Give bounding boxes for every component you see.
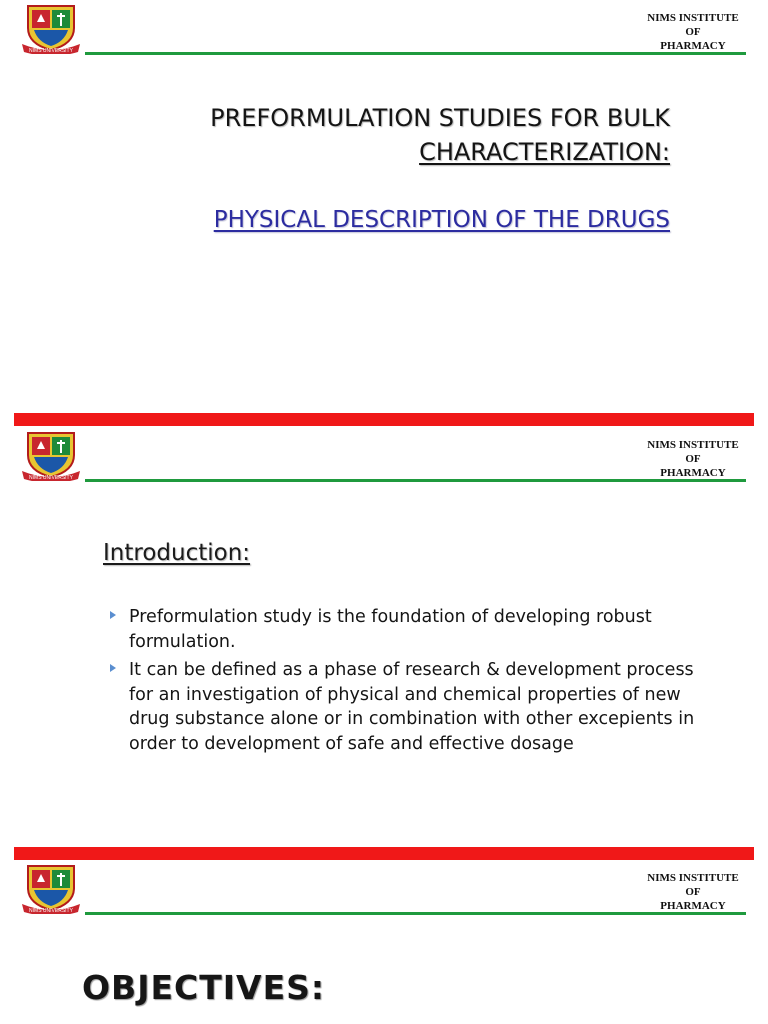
slide-separator <box>14 847 754 860</box>
institution-line-3: PHARMACY <box>660 900 726 912</box>
slide-objectives <box>0 860 768 1024</box>
university-crest-icon <box>20 429 82 481</box>
institution-name <box>638 871 748 913</box>
slide-separator <box>14 413 754 426</box>
logo-banner-text: NIMS UNIVERSITY <box>29 48 73 54</box>
institution-line-3: PHARMACY <box>660 40 726 52</box>
introduction-bullet-list <box>110 605 710 760</box>
bullet-text: It can be defined as a phase of research & development process for an investigation of physical and chemical properties of new drug substance alone or in combination with other excepients in order to development of safe and effective dosage <box>129 660 695 754</box>
institution-line-1: NIMS INSTITUTE <box>647 439 739 451</box>
institution-line-1: NIMS INSTITUTE <box>647 12 739 24</box>
list-item <box>110 658 710 756</box>
objectives-heading: OBJECTIVES: <box>82 968 326 1007</box>
title-line-2: CHARACTERIZATION: <box>419 138 670 166</box>
introduction-heading: Introduction: <box>103 540 251 566</box>
bullet-arrow-icon <box>110 611 116 619</box>
logo-banner-text: NIMS UNIVERSITY <box>29 908 73 914</box>
institution-line-3: PHARMACY <box>660 467 726 479</box>
header-rule <box>85 912 746 915</box>
header-rule <box>85 479 746 482</box>
institution-line-1: NIMS INSTITUTE <box>647 872 739 884</box>
institution-name <box>638 438 748 480</box>
slide-subtitle: PHYSICAL DESCRIPTION OF THE DRUGS <box>213 207 670 233</box>
institution-name <box>638 11 748 53</box>
header-rule <box>85 52 746 55</box>
slide-title-heading <box>100 101 670 169</box>
title-line-1: PREFORMULATION STUDIES FOR BULK <box>210 104 670 132</box>
institution-line-2: OF <box>685 26 701 38</box>
slide-introduction <box>0 427 768 847</box>
bullet-text: Preformulation study is the foundation of developing robust formulation. <box>129 607 652 652</box>
institution-line-2: OF <box>685 453 701 465</box>
university-crest-icon <box>20 862 82 914</box>
bullet-arrow-icon <box>110 664 116 672</box>
university-crest-icon <box>20 2 82 54</box>
slide-title <box>0 0 768 413</box>
list-item <box>110 605 710 654</box>
institution-line-2: OF <box>685 886 701 898</box>
logo-banner-text: NIMS UNIVERSITY <box>29 475 73 481</box>
